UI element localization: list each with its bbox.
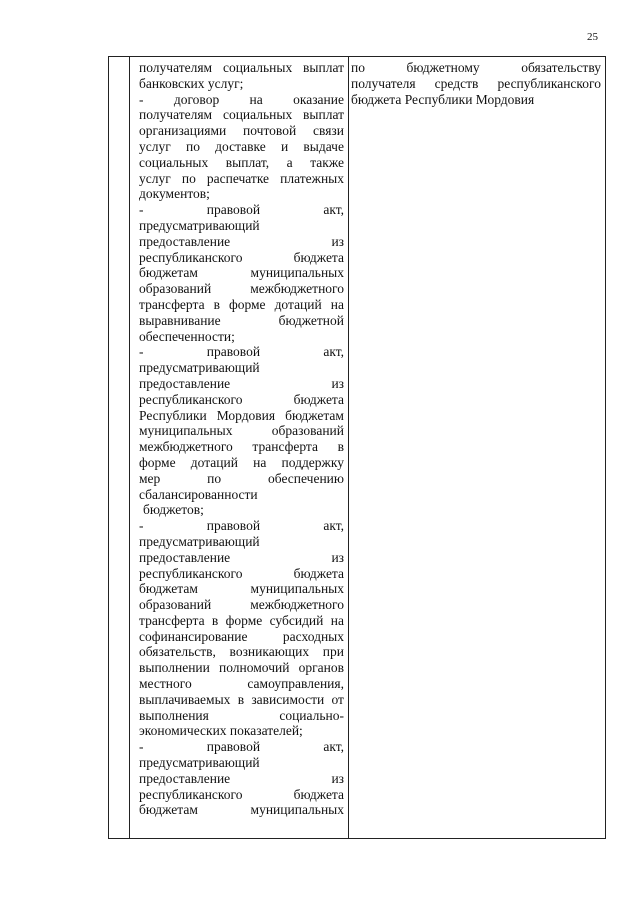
text-line: экономических показателей; xyxy=(139,723,303,739)
table-cell-documents xyxy=(139,60,344,818)
text-line: услуг по распечатке платежных xyxy=(139,170,344,186)
text-line: образований межбюджетного xyxy=(139,597,344,613)
text-line: предоставление из xyxy=(139,770,344,786)
text-line: организациями почтовой связи xyxy=(139,123,344,139)
text-line: банковских услуг; xyxy=(139,75,244,91)
text-line: мер по обеспечению xyxy=(139,470,344,486)
text-line: - договор на оказание xyxy=(139,91,344,107)
text-line: предусматривающий xyxy=(139,755,260,771)
text-line: социальных выплат, а также xyxy=(139,154,344,170)
text-line: - правовой акт, xyxy=(139,344,344,360)
text-line: межбюджетного трансферта в xyxy=(139,439,344,455)
column-divider xyxy=(348,57,349,838)
text-line: образований межбюджетного xyxy=(139,281,344,297)
text-line: сбалансированности xyxy=(139,486,258,502)
text-line: бюджетов; xyxy=(143,502,204,518)
table-cell-obligation xyxy=(351,60,601,107)
text-line: предусматривающий xyxy=(139,217,260,233)
text-line: бюджетам муниципальных xyxy=(139,581,344,597)
text-line: предусматривающий xyxy=(139,360,260,376)
text-line: трансферта в форме субсидий на xyxy=(139,612,344,628)
text-line: обязательств, возникающих при xyxy=(139,644,344,660)
text-line: трансферта в форме дотаций на xyxy=(139,296,344,312)
text-line: республиканского бюджета xyxy=(139,391,344,407)
text-line: муниципальных образований xyxy=(139,423,344,439)
page-number: 25 xyxy=(587,31,598,43)
text-line: получателям социальных выплат xyxy=(139,107,344,123)
text-line: - правовой акт, xyxy=(139,518,344,534)
text-line: получателям социальных выплат xyxy=(139,60,344,75)
text-line: республиканского бюджета xyxy=(139,786,344,802)
text-line: предусматривающий xyxy=(139,533,260,549)
document-table xyxy=(108,56,606,839)
text-line: предоставление из xyxy=(139,375,344,391)
text-line: республиканского бюджета xyxy=(139,249,344,265)
text-line: форме дотаций на поддержку xyxy=(139,454,344,470)
text-line: получателя средств республиканского xyxy=(351,75,601,91)
text-line: бюджетам муниципальных xyxy=(139,265,344,281)
text-line: выполнения социально- xyxy=(139,707,344,723)
text-line: по бюджетному обязательству xyxy=(351,60,601,75)
text-line: местного самоуправления, xyxy=(139,676,344,692)
column-divider xyxy=(129,57,130,838)
text-line: Республики Мордовия бюджетам xyxy=(139,407,344,423)
text-line: документов; xyxy=(139,186,210,202)
text-line: предоставление из xyxy=(139,233,344,249)
text-line: предоставление из xyxy=(139,549,344,565)
text-line: софинансирование расходных xyxy=(139,628,344,644)
text-line: бюджета Республики Мордовия xyxy=(351,91,535,107)
text-line: - правовой акт, xyxy=(139,739,344,755)
text-line: выравнивание бюджетной xyxy=(139,312,344,328)
text-line: выплачиваемых в зависимости от xyxy=(139,691,344,707)
text-line: - правовой акт, xyxy=(139,202,344,218)
text-line: услуг по доставке и выдаче xyxy=(139,138,344,154)
text-line: республиканского бюджета xyxy=(139,565,344,581)
text-line: бюджетам муниципальных xyxy=(139,802,344,818)
text-line: обеспеченности; xyxy=(139,328,235,344)
text-line: выполнении полномочий органов xyxy=(139,660,344,676)
